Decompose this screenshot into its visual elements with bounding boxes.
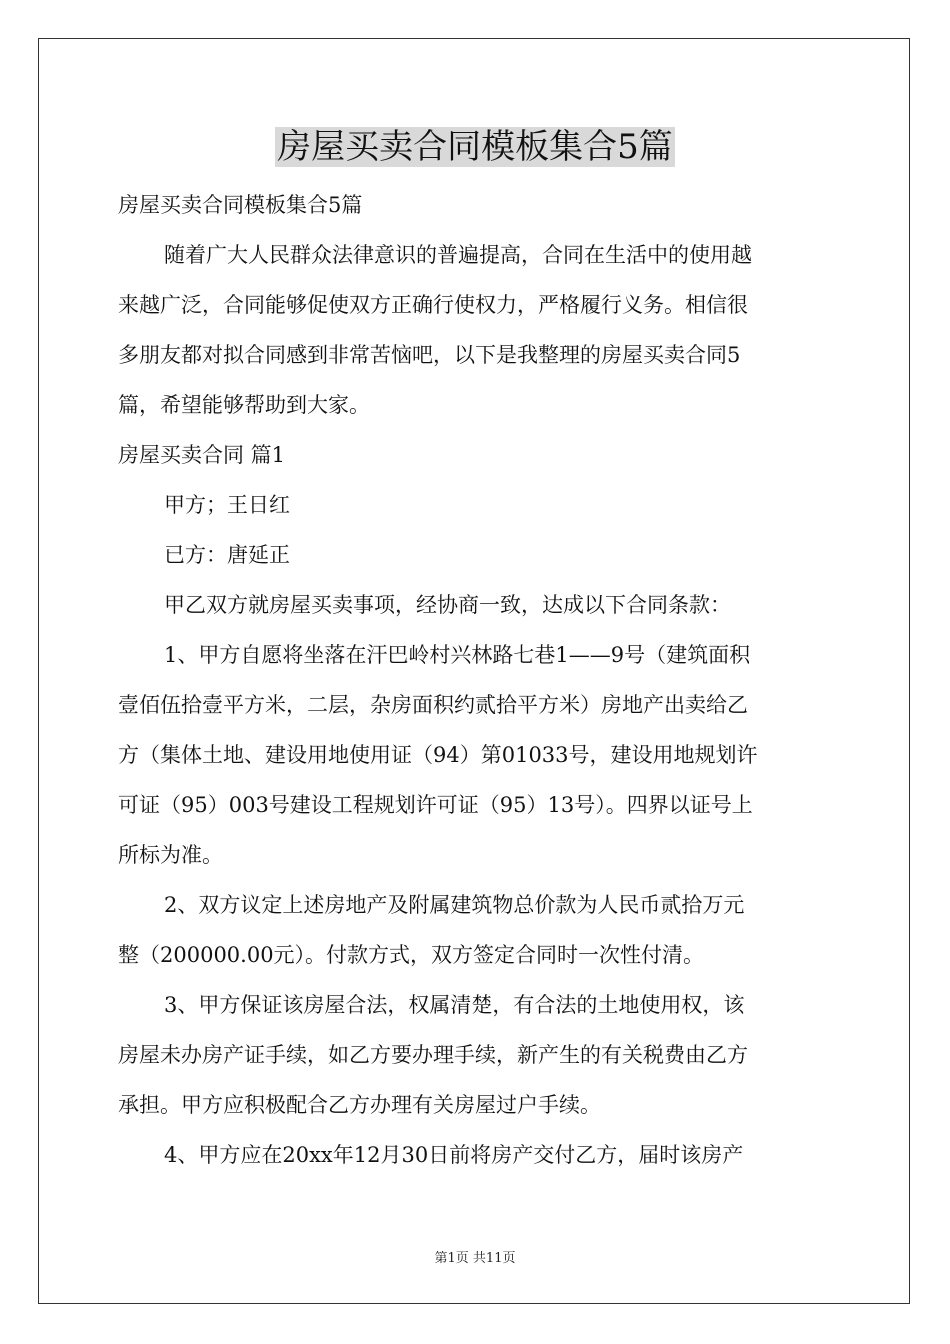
paragraph-line: 来越广泛，合同能够促使双方正确行使权力，严格履行义务。相信很 (118, 293, 748, 317)
paragraph-line: 2、双方议定上述房地产及附属建筑物总价款为人民币贰拾万元 (164, 893, 745, 917)
paragraph-line: 篇，希望能够帮助到大家。 (118, 393, 370, 417)
page-footer: 第1页 共11页 (434, 1251, 516, 1266)
paragraph-line: 承担。甲方应积极配合乙方办理有关房屋过户手续。 (118, 1093, 601, 1117)
document-title (0, 124, 950, 170)
paragraph-line: 已方：唐延正 (164, 543, 290, 567)
paragraph-line: 甲方；王日红 (164, 493, 290, 517)
document-title-text: 房屋买卖合同模板集合5篇 (277, 127, 673, 167)
paragraph-line: 房屋买卖合同模板集合5篇 (118, 193, 363, 217)
paragraph-line: 方（集体土地、建设用地使用证（94）第01033号，建设用地规划许 (118, 743, 758, 767)
paragraph-line: 随着广大人民群众法律意识的普遍提高，合同在生活中的使用越 (164, 243, 752, 267)
paragraph-line: 甲乙双方就房屋买卖事项，经协商一致，达成以下合同条款： (164, 593, 731, 617)
paragraph-line: 4、甲方应在20xx年12月30日前将房产交付乙方，届时该房产 (164, 1143, 744, 1167)
paragraph-line: 多朋友都对拟合同感到非常苦恼吧，以下是我整理的房屋买卖合同5 (118, 343, 741, 367)
document-body (118, 180, 834, 1180)
paragraph-line: 所标为准。 (118, 843, 223, 867)
paragraph-line: 整（200000.00元）。付款方式，双方签定合同时一次性付清。 (118, 943, 705, 967)
paragraph-line: 3、甲方保证该房屋合法，权属清楚，有合法的土地使用权，该 (164, 993, 745, 1017)
paragraph-line: 房屋买卖合同 篇1 (118, 443, 286, 467)
paragraph-line: 房屋未办房产证手续，如乙方要办理手续，新产生的有关税费由乙方 (118, 1043, 748, 1067)
paragraph-line: 可证（95）003号建设工程规划许可证（95）13号）。四界以证号上 (118, 793, 753, 817)
paragraph-line: 壹佰伍拾壹平方米，二层，杂房面积约贰拾平方米）房地产出卖给乙 (118, 693, 748, 717)
paragraph-line: 1、甲方自愿将坐落在汗巴岭村兴林路七巷1——9号（建筑面积 (164, 643, 751, 667)
